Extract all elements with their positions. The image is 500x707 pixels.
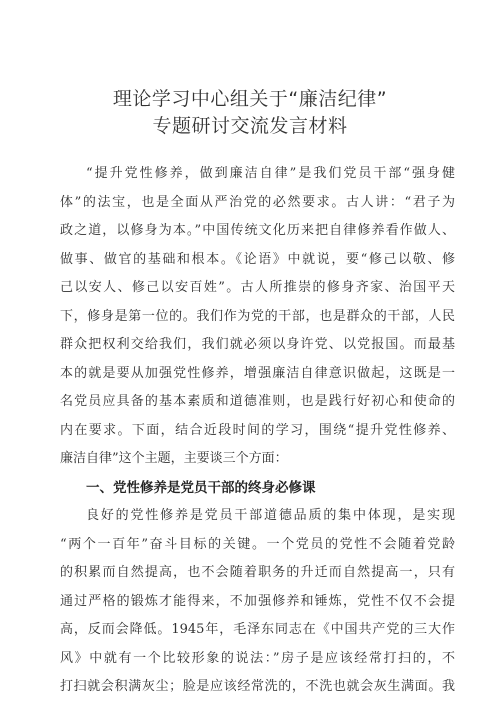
text-line: 群众把权利交给我们，我们就必须以身许党、以党报国。而最基 [60, 337, 455, 352]
text-line: 做事、做官的基础和根本。《论语》中就说，要“修己以敬、修 [60, 251, 455, 267]
text-line: 政之道，以修身为本。”中国传统文化历来把自律修养看作做人、 [60, 223, 455, 238]
text-line: 的积累而自然提高，也不会随着职务的升迁而自然提高一，只有 [60, 565, 455, 580]
text-line: 内在要求。下面，结合近段时间的学习，围绕“提升党性修养、 [60, 422, 455, 438]
text-line: 体”的法宝，也是全面从严治党的必然要求。古人讲：“君子为 [60, 194, 455, 210]
text-line: 良好的党性修养是党员干部道德品质的集中体现，是实现 [86, 508, 455, 523]
text-line: 下，修身是第一位的。我们作为党的干部，也是群众的干部，人民 [60, 308, 455, 324]
paragraph-2 [60, 502, 455, 702]
document-body [60, 160, 455, 702]
text-line: 通过严格的锻炼才能得来，不加强修养和锤炼，党性不仅不会提 [60, 593, 455, 609]
text-line: 名党员应具备的基本素质和道德准则，也是践行好初心和使命的 [60, 394, 455, 409]
text-line: 本的就是要从加强党性修养，增强廉洁自律意识做起，这既是一 [60, 365, 455, 381]
text-line: 风》中就有一个比较形象的说法：”房子是应该经常打扫的，不 [60, 650, 455, 666]
text-line: “提升党性修养，做到廉洁自律”是我们党员干部“强身健 [86, 166, 455, 181]
text-line: 廉洁自律”这个主题，主要谈三个方面： [60, 451, 288, 466]
document-title-line1: 理论学习中心组关于“廉洁纪律” [112, 88, 388, 110]
section-heading-1: 一、党性修养是党员干部的终身必修课 [86, 479, 316, 496]
text-line: 高，反而会降低。1945年，毛泽东同志在《中国共产党的三大作 [60, 622, 455, 637]
document-title-line2: 专题研讨交流发言材料 [152, 115, 348, 137]
paragraph-1 [60, 160, 455, 474]
text-line: 打扫就会积满灰尘；脸是应该经常洗的，不洗也就会灰生满面。我 [60, 679, 455, 694]
text-line: “两个一百年”奋斗目标的关键。一个党员的党性不会随着党龄 [60, 536, 455, 552]
text-line: 己以安人、修己以安百姓”。古人所推崇的修身齐家、治国平天 [60, 280, 455, 295]
